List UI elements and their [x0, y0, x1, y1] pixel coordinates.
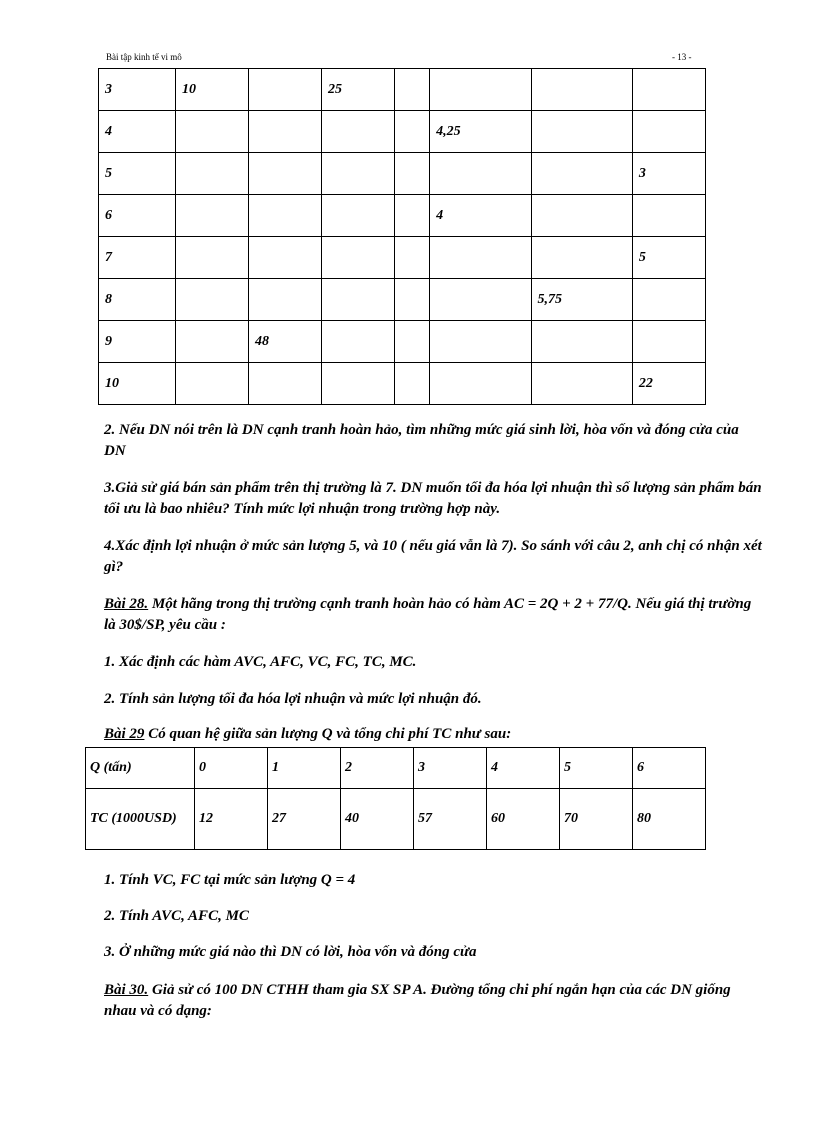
table-cell	[430, 153, 531, 195]
table-cell	[395, 111, 430, 153]
table-cell	[249, 111, 322, 153]
exercise-30-text: Giả sử có 100 DN CTHH tham gia SX SP A. Đường tổng chi phí ngắn hạn của các DN giống nhau và có dạng:	[104, 982, 731, 1019]
q-value: 3	[414, 748, 487, 789]
table-cell	[531, 69, 632, 111]
tc-value: 60	[487, 789, 560, 850]
table-cell	[176, 237, 249, 279]
tc-table	[85, 747, 706, 850]
table-cell	[395, 237, 430, 279]
question-4: 4.Xác định lợi nhuận ở mức sản lượng 5, và 10 ( nếu giá vẫn là 7). So sánh với câu 2, anh chị có nhận xét gì?	[104, 538, 762, 575]
question-3: 3.Giả sử giá bán sản phẩm trên thị trường là 7. DN muốn tối đa hóa lợi nhuận thì số lượng sản phẩm bán tối ưu là bao nhiêu? Tính mức lợi nhuận trong trường hợp này.	[104, 480, 762, 517]
table-cell	[322, 111, 395, 153]
table-cell	[531, 237, 632, 279]
exercise-28	[104, 594, 764, 636]
q-value: 6	[633, 748, 706, 789]
table-cell	[430, 321, 531, 363]
table-cell	[249, 69, 322, 111]
table-cell	[395, 321, 430, 363]
table-cell	[430, 363, 531, 405]
table-cell: 5	[99, 153, 176, 195]
table-cell: 3	[632, 153, 705, 195]
table-cell: 4	[99, 111, 176, 153]
table-cell	[430, 69, 531, 111]
table-cell	[632, 111, 705, 153]
table-cell	[531, 321, 632, 363]
table-cell	[249, 363, 322, 405]
table-cell	[249, 195, 322, 237]
table-cell	[632, 279, 705, 321]
table-row	[99, 69, 706, 111]
tc-value: 12	[195, 789, 268, 850]
table-cell	[249, 153, 322, 195]
table-cell	[176, 321, 249, 363]
table-cell: 22	[632, 363, 705, 405]
page-number: - 13 -	[672, 52, 692, 62]
table-cell	[632, 321, 705, 363]
table-cell: 6	[99, 195, 176, 237]
table-cell	[395, 69, 430, 111]
table-cell	[322, 363, 395, 405]
exercise-29	[104, 724, 764, 745]
table-cell	[249, 279, 322, 321]
table-cell	[395, 195, 430, 237]
table-cell	[322, 237, 395, 279]
tc-label: TC (1000USD)	[86, 789, 195, 850]
exercise-30-title: Bài 30.	[104, 982, 149, 998]
table-cell: 9	[99, 321, 176, 363]
q-value: 1	[268, 748, 341, 789]
table-row	[99, 363, 706, 405]
table-cell	[531, 111, 632, 153]
table-cell	[531, 153, 632, 195]
table-cell	[632, 69, 705, 111]
exercise-29-title: Bài 29	[104, 726, 145, 742]
exercise-28-item-1: 1. Xác định các hàm AVC, AFC, VC, FC, TC, MC.	[104, 654, 417, 670]
table-row	[99, 279, 706, 321]
table-cell	[176, 279, 249, 321]
q-value: 0	[195, 748, 268, 789]
exercise-28-title: Bài 28.	[104, 596, 149, 612]
cost-table	[98, 68, 706, 405]
table-cell	[430, 237, 531, 279]
table-cell	[322, 279, 395, 321]
q-value: 5	[560, 748, 633, 789]
table-cell	[632, 195, 705, 237]
table-cell	[176, 363, 249, 405]
table-cell	[176, 111, 249, 153]
table-cell	[430, 279, 531, 321]
exercise-29-item-1: 1. Tính VC, FC tại mức sản lượng Q = 4	[104, 872, 356, 888]
q-label: Q (tấn)	[86, 748, 195, 789]
table-cell	[176, 195, 249, 237]
exercise-29-text: Có quan hệ giữa sản lượng Q và tổng chi phí TC như sau:	[144, 726, 512, 742]
table-cell: 25	[322, 69, 395, 111]
table-cell: 5,75	[531, 279, 632, 321]
table-cell	[531, 363, 632, 405]
tc-value: 70	[560, 789, 633, 850]
exercise-28-text: Một hãng trong thị trường cạnh tranh hoàn hảo có hàm AC = 2Q + 2 + 77/Q. Nếu giá thị trường là 30$/SP, yêu cầu :	[104, 596, 752, 633]
table-cell: 48	[249, 321, 322, 363]
table-cell	[395, 363, 430, 405]
table-cell	[395, 153, 430, 195]
q-value: 2	[341, 748, 414, 789]
exercise-29-item-3: 3. Ở những mức giá nào thì DN có lời, hòa vốn và đóng cửa	[104, 944, 477, 960]
table-cell: 4,25	[430, 111, 531, 153]
table-cell	[322, 321, 395, 363]
tc-value: 27	[268, 789, 341, 850]
table-row	[99, 153, 706, 195]
table-cell	[322, 153, 395, 195]
table-cell	[395, 279, 430, 321]
table-cell: 3	[99, 69, 176, 111]
table-cell: 5	[632, 237, 705, 279]
header-title: Bài tập kinh tế vi mô	[106, 52, 182, 62]
table-cell	[176, 153, 249, 195]
tc-value: 80	[633, 789, 706, 850]
table-row	[99, 321, 706, 363]
table-row	[99, 195, 706, 237]
table-row	[99, 237, 706, 279]
table-cell: 10	[176, 69, 249, 111]
table-cell: 4	[430, 195, 531, 237]
table-cell: 10	[99, 363, 176, 405]
table-cell	[322, 195, 395, 237]
exercise-29-item-2: 2. Tính AVC, AFC, MC	[104, 908, 249, 924]
table-row	[99, 111, 706, 153]
table-cell	[531, 195, 632, 237]
question-2: 2. Nếu DN nói trên là DN cạnh tranh hoàn hảo, tìm những mức giá sinh lời, hòa vốn và đóng cửa của DN	[104, 422, 739, 459]
exercise-28-item-2: 2. Tính sản lượng tối đa hóa lợi nhuận và mức lợi nhuận đó.	[104, 691, 482, 707]
tc-value: 40	[341, 789, 414, 850]
tc-value: 57	[414, 789, 487, 850]
table-cell: 7	[99, 237, 176, 279]
q-value: 4	[487, 748, 560, 789]
table-cell	[249, 237, 322, 279]
exercise-30	[104, 980, 764, 1022]
table-cell: 8	[99, 279, 176, 321]
